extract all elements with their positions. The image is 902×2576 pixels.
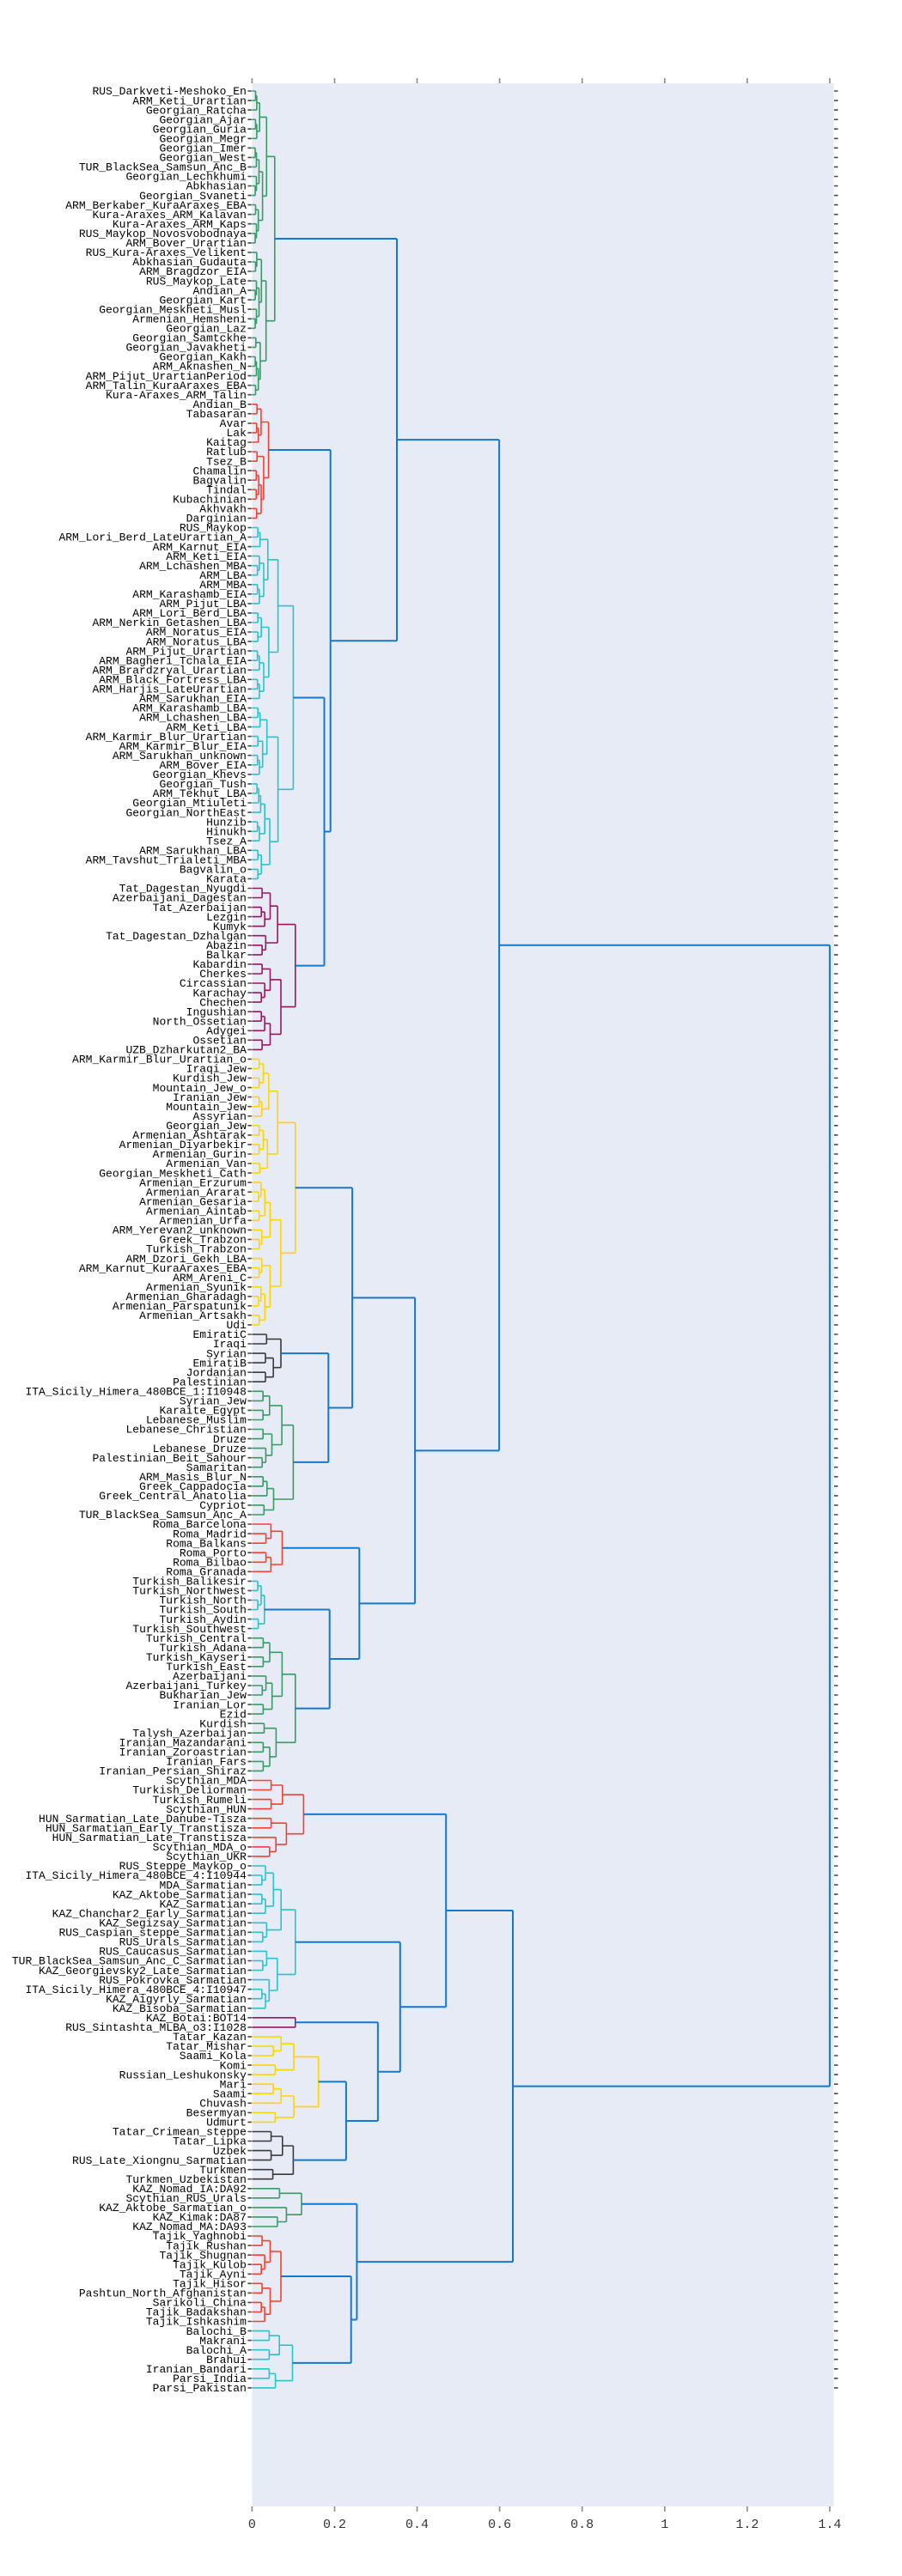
- leaf-label: Georgian_Guria: [152, 123, 247, 137]
- leaf-label: Tajik_Rushan: [166, 2239, 247, 2253]
- leaf-label: Georgian_Laz: [166, 322, 247, 336]
- leaf-label: ARM_Areni_C: [173, 1271, 247, 1285]
- leaf-label: Pashtun_North_Afghanistan: [78, 2287, 247, 2300]
- leaf-label: Lebanese_Muslim: [145, 1413, 247, 1427]
- leaf-label: Assyrian: [192, 1109, 247, 1123]
- leaf-label: Azerbaijani_Turkey: [125, 1680, 247, 1693]
- leaf-label: Tatar_Lipka: [173, 2135, 247, 2148]
- leaf-label: Tajik_Kulob: [173, 2258, 247, 2272]
- leaf-label: Abkhasian_Gudauta: [132, 256, 247, 270]
- leaf-label: Georgian_Kakh: [159, 350, 247, 364]
- leaf-label: Armenian_Erzurum: [139, 1176, 247, 1190]
- leaf-label: Georgian_NorthEast: [125, 806, 247, 820]
- leaf-label: Georgian_Mtiuleti: [132, 797, 247, 811]
- leaf-label: Tat_Azerbaijan: [152, 901, 247, 914]
- leaf-label: Abazin: [206, 939, 247, 952]
- x-axis-tick-label: 0: [247, 2518, 256, 2532]
- leaf-label: Kura-Araxes_ARM_Talin: [106, 388, 247, 402]
- leaf-label: Roma_Porto: [179, 1546, 247, 1560]
- leaf-label: Iranian_Mazandarani: [119, 1736, 247, 1750]
- leaf-label: Komi: [219, 2059, 247, 2073]
- leaf-label: Turkish_Northwest: [132, 1584, 247, 1598]
- leaf-label: ARM_Nerkin_Getashen_LBA: [92, 617, 247, 630]
- leaf-label: Cherkes: [199, 968, 247, 981]
- leaf-label: Iranian_Zoroastrian: [119, 1746, 247, 1759]
- leaf-label: Andian_A: [192, 284, 247, 298]
- leaf-label: Akhvakh: [199, 502, 247, 516]
- leaf-label: ARM_LBA: [199, 568, 247, 582]
- leaf-label: Lezgin: [206, 910, 247, 924]
- leaf-label: RUS_Pokrovka_Sarmatian: [99, 1973, 247, 1987]
- leaf-label: ARM_Pijut_LBA: [159, 598, 247, 611]
- leaf-label: Tatar_Kazan: [173, 2031, 247, 2044]
- leaf-label: Azerbaijani: [173, 1670, 247, 1684]
- leaf-label: Turkish_Balikesir: [132, 1575, 247, 1589]
- leaf-label: ARM_Noratus_LBA: [145, 635, 247, 649]
- leaf-label: Turkish_Southwest: [132, 1622, 247, 1636]
- leaf-label: Armenian_Gurin: [152, 1148, 247, 1162]
- leaf-label: Brahui: [206, 2353, 247, 2366]
- leaf-label: Georgian_Kart: [159, 294, 247, 307]
- leaf-label: EmiratiC: [192, 1328, 247, 1342]
- leaf-label: Mountain_Jew_o: [152, 1081, 247, 1095]
- leaf-label: Turkish_Adana: [159, 1641, 247, 1655]
- leaf-label: RUS_Late_Xiongnu_Sarmatian: [72, 2154, 247, 2167]
- leaf-label: Kurdish: [199, 1717, 247, 1731]
- leaf-label: Tsez_A: [206, 835, 247, 848]
- leaf-label: Turkish_Rumeli: [152, 1793, 247, 1807]
- leaf-label: North_Ossetian: [152, 1015, 247, 1029]
- leaf-label: KAZ_Botai:BOT14: [145, 2012, 247, 2026]
- leaf-label: ARM_Lchashen_LBA: [139, 711, 247, 725]
- leaf-ticks-right: [834, 91, 838, 2388]
- leaf-label: ITA_Sicily_Himera_480BCE_1:I10948: [25, 1385, 247, 1399]
- leaf-label: ARM_Brardzryal_Urartian: [92, 664, 247, 677]
- leaf-label: KAZ_Bisoba_Sarmatian: [112, 2002, 247, 2015]
- leaf-label: Armenian_Ararat: [145, 1186, 247, 1200]
- leaf-label: ARM_Karmir_Blur_Urartian_o: [72, 1053, 247, 1066]
- leaf-label: ARM_Lori_Berd_LBA: [132, 607, 247, 621]
- leaf-label: Armenian_Parspatunik: [112, 1300, 247, 1314]
- leaf-label: Tat_Dagestan_Dzhalgan: [106, 929, 247, 943]
- leaf-label: Armenian_Gesaria: [139, 1195, 247, 1209]
- leaf-label: Tabasaran: [186, 408, 247, 422]
- leaf-label: ARM_Noratus_EIA: [145, 626, 247, 640]
- leaf-label: Roma_Bilbao: [173, 1556, 247, 1570]
- leaf-label: Tajik_Badakshan: [145, 2306, 247, 2319]
- leaf-label: Bukharian_Jew: [159, 1689, 247, 1703]
- leaf-label: Andian_B: [192, 398, 247, 411]
- leaf-label: Karachay: [192, 987, 247, 1000]
- x-axis-tick-label: 0.6: [488, 2518, 512, 2532]
- leaf-label: RUS_Maykop_Late: [145, 275, 247, 289]
- leaf-label: Scythian_UKR: [166, 1850, 247, 1864]
- leaf-label: Turkish_Central: [145, 1631, 247, 1645]
- leaf-label: Georgian_Ajar: [159, 113, 247, 127]
- leaf-label: Azerbaijani_Dagestan: [112, 891, 247, 905]
- leaf-label: ARM_Berkaber_KuraAraxes_EBA: [65, 198, 247, 212]
- leaf-label: EmiratiB: [192, 1357, 247, 1370]
- leaf-label: Armenian_Gharadagh: [125, 1290, 247, 1303]
- leaf-label: Armenian_Hemsheni: [132, 313, 247, 326]
- leaf-label: HUN_Sarmatian_Late_Danube-Tisza: [39, 1812, 247, 1826]
- leaf-label: Armenian_Aintab: [145, 1205, 247, 1218]
- leaf-label: Palestinian: [173, 1376, 247, 1389]
- leaf-label: Greek_Cappadocia: [139, 1480, 247, 1494]
- leaf-label: ARM_Pijut_UrartianPeriod: [85, 369, 247, 383]
- leaf-label: Lebanese_Christian: [125, 1423, 247, 1437]
- leaf-label: Syrian_Jew: [179, 1394, 247, 1408]
- leaf-label: RUS_Caucasus_Sarmatian: [99, 1945, 247, 1959]
- x-axis-tick-label: 0.2: [322, 2518, 346, 2532]
- leaf-label: RUS_Urals_Sarmatian: [119, 1935, 247, 1949]
- leaf-label: Tatar_Crimean_steppe: [112, 2125, 247, 2139]
- leaf-label: RUS_Maykop: [179, 521, 247, 535]
- leaf-label: ARM_Yerevan2_unknown: [112, 1224, 247, 1237]
- leaf-label: Bagvalin_o: [179, 863, 247, 877]
- leaf-label: ARM_Bagheri_Tchala_EIA: [99, 654, 247, 668]
- leaf-label: ARM_Sarukhan_EIA: [139, 692, 247, 706]
- leaf-label: KAZ_Georgievsky2_Late_Sarmatian: [39, 1964, 247, 1978]
- leaf-label: Armenian_Syunik: [145, 1280, 247, 1294]
- leaf-label: ARM_Bragdzor_EIA: [139, 265, 247, 279]
- leaf-label: Cypriot: [199, 1499, 247, 1513]
- leaf-label: Armenian_Van: [166, 1157, 247, 1171]
- leaf-label: ARM_Sarukhan_unknown: [112, 749, 247, 762]
- leaf-label: Tajik_Hisor: [173, 2277, 247, 2291]
- leaf-label: ARM_Karnut_KuraAraxes_EBA: [78, 1261, 247, 1275]
- leaf-label: Roma_Madrid: [173, 1528, 247, 1541]
- leaf-label: ARM_Lori_Berd_LateUrartian_A: [58, 531, 247, 544]
- leaf-label: RUS_Darkveti-Meshoko_En: [92, 85, 247, 99]
- leaf-label: Syrian: [206, 1347, 247, 1361]
- leaf-label: ARM_Aknashen_N: [152, 360, 247, 374]
- leaf-label: ARM_Karashamb_LBA: [132, 702, 247, 715]
- leaf-label: MDA_Sarmatian: [159, 1879, 247, 1893]
- leaf-label: Georgian_Megr: [159, 132, 247, 146]
- leaf-label: Turkish_South: [159, 1603, 247, 1617]
- leaf-label: Iraqi: [212, 1338, 247, 1352]
- leaf-label: Iranian_Jew: [173, 1091, 247, 1104]
- leaf-label: Russian_Leshukonsky: [119, 2069, 247, 2082]
- leaf-label: ARM_Karashamb_EIA: [132, 588, 247, 602]
- leaf-label: Chuvash: [199, 2097, 247, 2111]
- leaf-label: Tajik_Ayni: [179, 2268, 247, 2281]
- leaf-label: Udi: [226, 1319, 247, 1333]
- leaf-label: RUS_Kura-Araxes_Velikent: [85, 246, 247, 260]
- leaf-label: Georgian_West: [159, 151, 247, 165]
- leaf-label: ARM_Karnut_EIA: [152, 540, 247, 554]
- x-axis-tick-label: 0.4: [405, 2518, 430, 2532]
- leaf-label: Georgian_Tush: [159, 778, 247, 792]
- leaf-label: Georgian_Ratcha: [145, 104, 247, 118]
- leaf-label: ARM_Keti_EIA: [166, 550, 247, 563]
- leaf-label: Tat_Dagestan_Nyugdi: [119, 882, 247, 896]
- leaf-label: Georgian_Meskheti_Musl: [99, 303, 247, 317]
- leaf-label: Jordanian: [186, 1366, 247, 1380]
- leaf-label: Kura-Araxes_ARM_Kaps: [112, 217, 247, 231]
- leaf-label: Mountain_Jew: [166, 1100, 247, 1114]
- leaf-label: Tajik_Shugnan: [159, 2249, 247, 2263]
- leaf-label: ARM_Black_Fortress_LBA: [99, 673, 247, 687]
- leaf-label: Ingushian: [186, 1005, 247, 1019]
- leaf-label: Kaitag: [206, 436, 247, 450]
- leaf-label: Chamalin: [192, 465, 247, 478]
- leaf-label: Scythian_MDA_o: [152, 1841, 247, 1855]
- leaf-label: ARM_Karmir_Blur_EIA: [119, 739, 247, 753]
- leaf-label: Iranian_Lor: [173, 1698, 247, 1712]
- leaf-label: Armenian_Urfa: [159, 1214, 247, 1228]
- leaf-label: KAZ_Nomad_IA:DA92: [132, 2182, 247, 2196]
- leaf-label: Sarikoli_China: [152, 2296, 247, 2310]
- leaf-label: Ratlub: [206, 446, 247, 459]
- leaf-label: Turkish_North: [159, 1594, 247, 1607]
- leaf-label: Roma_Barcelona: [152, 1518, 247, 1532]
- leaf-label: ITA_Sicily_Himera_480BCE_4:I10947: [25, 1983, 247, 1996]
- leaf-label: Mari: [219, 2078, 247, 2092]
- leaf-label: Georgian_Lechkhumi: [125, 170, 247, 184]
- leaf-label: Iraqi_Jew: [186, 1062, 247, 1076]
- leaf-label: UZB_Dzharkutan2_BA: [125, 1043, 247, 1057]
- leaf-label: Tatar_Mishar: [166, 2040, 247, 2054]
- leaf-label: Turkish_Kayseri: [145, 1650, 247, 1664]
- leaf-label: KAZ_Kimak:DA87: [152, 2211, 247, 2225]
- leaf-label: ARM_Talin_KuraAraxes_EBA: [85, 379, 247, 392]
- leaf-label: Georgian_Javakheti: [125, 341, 247, 355]
- leaf-label: HUN_Sarmatian_Late_Transtisza: [52, 1832, 247, 1845]
- leaf-label: TUR_BlackSea_Samsun_Anc_A: [78, 1509, 247, 1522]
- leaf-label: KAZ_Sarmatian: [159, 1898, 247, 1911]
- leaf-label: Georgian_Imer: [159, 142, 247, 155]
- leaf-label: Georgian_Khevs: [152, 769, 247, 782]
- leaf-label: Besermyan: [186, 2106, 247, 2120]
- leaf-label: ARM_Bover_EIA: [159, 758, 247, 772]
- leaf-label: Hinukh: [206, 825, 247, 839]
- leaf-label: Georgian_Meskheti_Cath: [99, 1167, 247, 1181]
- leaf-label: Kabardin: [192, 958, 247, 972]
- leaf-label: KAZ_Segizsay_Sarmatian: [99, 1917, 247, 1930]
- leaf-label: Samaritan: [186, 1461, 247, 1474]
- leaf-label: Chechen: [199, 996, 247, 1010]
- leaf-label: Armenian_Artsakh: [139, 1309, 247, 1323]
- leaf-label: Scythian_RUS_Urals: [125, 2192, 247, 2206]
- leaf-label: Lebanese_Druze: [152, 1442, 247, 1455]
- leaf-label: ITA_Sicily_Himera_480BCE_4:I10944: [25, 1869, 247, 1883]
- leaf-label: ARM_MBA: [199, 578, 247, 592]
- leaf-label: ARM_Tekhut_LBA: [152, 787, 247, 801]
- leaf-label: Turkish_Trabzon: [145, 1242, 247, 1256]
- leaf-label: ARM_Lchashen_MBA: [139, 559, 247, 573]
- leaf-label: ARM_Keti_LBA: [166, 720, 247, 734]
- leaf-label: Turkish_Aydin: [159, 1613, 247, 1626]
- leaf-label: Palestinian_Beit_Sahour: [92, 1451, 247, 1465]
- leaf-label: Darginian: [186, 512, 247, 526]
- leaf-label: Parsi_Pakistan: [152, 2382, 247, 2396]
- leaf-label: Armenian_Diyarbekir: [119, 1139, 247, 1152]
- leaf-label: Iranian_Bandari: [145, 2362, 247, 2376]
- leaf-label: Turkish_East: [166, 1661, 247, 1674]
- leaf-label: Turkish_Deliorman: [132, 1783, 247, 1797]
- x-axis-tick-label: 0.8: [570, 2518, 594, 2532]
- leaf-label: Kurdish_Jew: [173, 1072, 247, 1085]
- leaf-label: Tajik_Yaghnobi: [152, 2230, 247, 2244]
- leaf-label: Roma_Balkans: [166, 1537, 247, 1551]
- leaf-label: Georgian_Jew: [166, 1120, 247, 1133]
- leaf-label: Druze: [212, 1432, 247, 1446]
- leaf-label: Lak: [226, 427, 247, 440]
- leaf-label: Circassian: [179, 977, 247, 991]
- leaf-label: Uzbek: [212, 2144, 247, 2158]
- leaf-label: Iranian_Persian_Shiraz: [99, 1765, 247, 1778]
- leaf-label: Hunzib: [206, 816, 247, 829]
- leaf-label: Balochi_A: [186, 2343, 247, 2357]
- leaf-label: Makrani: [199, 2334, 247, 2348]
- leaf-label: Avar: [219, 417, 247, 431]
- leaf-label: Turkmen_Uzbekistan: [125, 2172, 247, 2186]
- leaf-label: ARM_Dzori_Gekh_LBA: [125, 1252, 247, 1266]
- leaf-label: Greek_Central_Anatolia: [99, 1490, 247, 1504]
- leaf-label: Kumyk: [212, 920, 247, 933]
- leaf-label: Scythian_MDA: [166, 1774, 247, 1788]
- leaf-label: KAZ_Chanchar2_Early_Sarmatian: [52, 1907, 247, 1921]
- leaf-label: Talysh_Azerbaijan: [132, 1727, 247, 1741]
- leaf-label: Georgian_Samtckhe: [132, 331, 247, 345]
- leaf-label: Karata: [206, 872, 247, 886]
- leaf-label: Scythian_HUN: [166, 1802, 247, 1816]
- leaf-label: Roma_Granada: [166, 1565, 247, 1579]
- leaf-label: RUS_Maykop_Novosvobodnaya: [78, 227, 247, 240]
- leaf-label: RUS_Sintashta_MLBA_o3:I1028: [65, 2021, 247, 2035]
- leaf-label: Armenian_Ashtarak: [132, 1129, 247, 1143]
- leaf-label: KAZ_Aigyrly_Sarmatian: [106, 1992, 247, 2006]
- leaf-label: ARM_Bover_Urartian: [125, 237, 247, 251]
- leaf-label: Bagvalin: [192, 474, 247, 488]
- leaf-label: Kura-Araxes_ARM_Kalavan: [92, 208, 247, 222]
- leaf-label: Balkar: [206, 949, 247, 963]
- leaf-label: RUS_Steppe_Maykop_o: [119, 1860, 247, 1874]
- leaf-label: ARM_Tavshut_Trialeti_MBA: [85, 854, 247, 867]
- leaf-label: Saami: [212, 2087, 247, 2101]
- leaf-label: ARM_Harjis_LateUrartian: [92, 683, 247, 696]
- leaf-label: Parsi_India: [173, 2372, 247, 2386]
- leaf-ticks-left: [247, 91, 252, 2388]
- leaf-labels: [12, 85, 247, 2395]
- leaf-label: Turkmen: [199, 2163, 247, 2177]
- leaf-label: ARM_Karmir_Blur_Urartian: [85, 730, 247, 744]
- leaf-label: Ezid: [219, 1708, 247, 1722]
- leaf-label: Tajik_Ishkashim: [145, 2315, 247, 2329]
- leaf-label: Georgian_Svaneti: [139, 189, 247, 203]
- leaf-label: Abkhasian: [186, 179, 247, 193]
- leaf-label: RUS_Caspian_steppe_Sarmatian: [58, 1926, 247, 1940]
- leaf-label: ARM_Sarukhan_LBA: [139, 844, 247, 858]
- leaf-label: Greek_Trabzon: [159, 1233, 247, 1247]
- plot-background: [252, 83, 833, 2506]
- leaf-label: TUR_BlackSea_Samsun_Anc_C_Sarmatian: [11, 1954, 247, 1968]
- leaf-label: Tsez_B: [206, 455, 247, 469]
- x-axis-tick-label: 1.4: [818, 2518, 842, 2532]
- leaf-label: ARM_Pijut_Urartian: [125, 645, 247, 659]
- leaf-label: ARM_Keti_Urartian: [132, 94, 247, 108]
- leaf-label: Karaite_Egypt: [159, 1404, 247, 1418]
- leaf-label: Balochi_B: [186, 2324, 247, 2338]
- leaf-label: KAZ_Aktobe_Sarmatian_o: [99, 2202, 247, 2215]
- leaf-label: Ossetian: [192, 1034, 247, 1048]
- leaf-label: Udmurt: [206, 2116, 247, 2129]
- leaf-label: HUN_Sarmatian_Early_Transtisza: [45, 1821, 247, 1835]
- leaf-label: ARM_Masis_Blur_N: [139, 1470, 247, 1484]
- leaf-label: Kubachinian: [173, 493, 247, 507]
- leaf-label: Adygei: [206, 1024, 247, 1038]
- x-axis-tick-label: 1: [661, 2518, 669, 2532]
- leaf-label: KAZ_Aktobe_Sarmatian: [112, 1888, 247, 1902]
- x-axis-tick-label: 1.2: [735, 2518, 759, 2532]
- leaf-label: Saami_Kola: [179, 2050, 247, 2063]
- leaf-label: KAZ_Nomad_MA:DA93: [132, 2221, 247, 2234]
- leaf-label: TUR_BlackSea_Samsun_Anc_B: [78, 161, 247, 174]
- leaf-label: Tindal: [206, 483, 247, 497]
- leaf-label: Iranian_Fars: [166, 1755, 247, 1769]
